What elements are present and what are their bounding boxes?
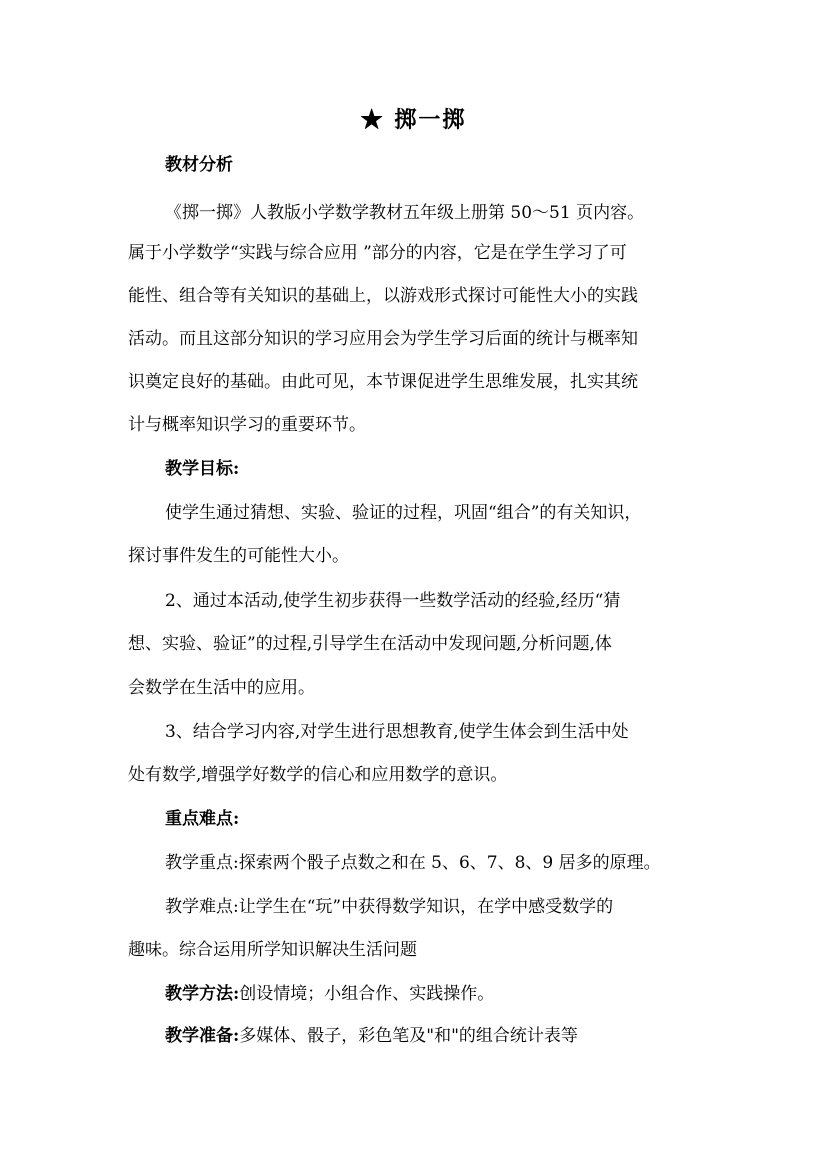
paragraph-line: 3、结合学习内容,对学生进行思想教育,使学生体会到生活中处	[165, 722, 629, 742]
paragraph-line: 《掷一掷》人教版小学数学教材五年级上册第 50～51 页内容。	[165, 203, 645, 223]
section-heading-material: 教材分析	[165, 155, 233, 175]
section-heading-keypoints: 重点难点:	[165, 809, 240, 829]
paragraph-line: 处有数学,增强学好数学的信心和应用数学的意识。	[128, 765, 508, 785]
paragraph-line: 会数学在生活中的应用。	[128, 678, 315, 698]
paragraph-line: 使学生通过猜想、实验、验证的过程，巩固“组合”的有关知识，	[165, 503, 642, 523]
paragraph-line: 趣味。综合运用所学知识解决生活问题	[128, 940, 417, 960]
prep-text: 多媒体、骰子，彩色笔及"和"的组合统计表等	[239, 1026, 578, 1046]
prep-line	[165, 1023, 578, 1049]
method-label: 教学方法:	[165, 984, 240, 1004]
paragraph-line: 探讨事件发生的可能性大小。	[128, 546, 349, 566]
paragraph-line: 识奠定良好的基础。由此可见，本节课促进学生思维发展，扎实其统	[128, 372, 638, 392]
page-title: ★ 掷一掷	[360, 107, 467, 133]
paragraph-line: 属于小学数学“实践与综合应用 ”部分的内容，它是在学生学习了可	[128, 243, 627, 263]
paragraph-line: 2、通过本活动,使学生初步获得一些数学活动的经验,经历“猜	[165, 591, 621, 611]
paragraph-line: 教学难点:让学生在“玩”中获得数学知识，在学中感受数学的	[165, 897, 614, 917]
method-text: 创设情境；小组合作、实践操作。	[239, 984, 495, 1004]
paragraph-line: 计与概率知识学习的重要环节。	[128, 415, 366, 435]
prep-label: 教学准备:	[165, 1026, 240, 1046]
paragraph-line: 教学重点:探索两个骰子点数之和在 5、6、7、8、9 居多的原理。	[165, 853, 661, 873]
paragraph-line: 活动。而且这部分知识的学习应用会为学生学习后面的统计与概率知	[128, 329, 638, 349]
paragraph-line: 能性、组合等有关知识的基础上，以游戏形式探讨可能性大小的实践	[128, 286, 638, 306]
section-heading-goals: 教学目标:	[165, 459, 240, 479]
method-line	[165, 981, 494, 1007]
paragraph-line: 想、实验、验证”的过程,引导学生在活动中发现问题,分析问题,体	[128, 634, 612, 654]
